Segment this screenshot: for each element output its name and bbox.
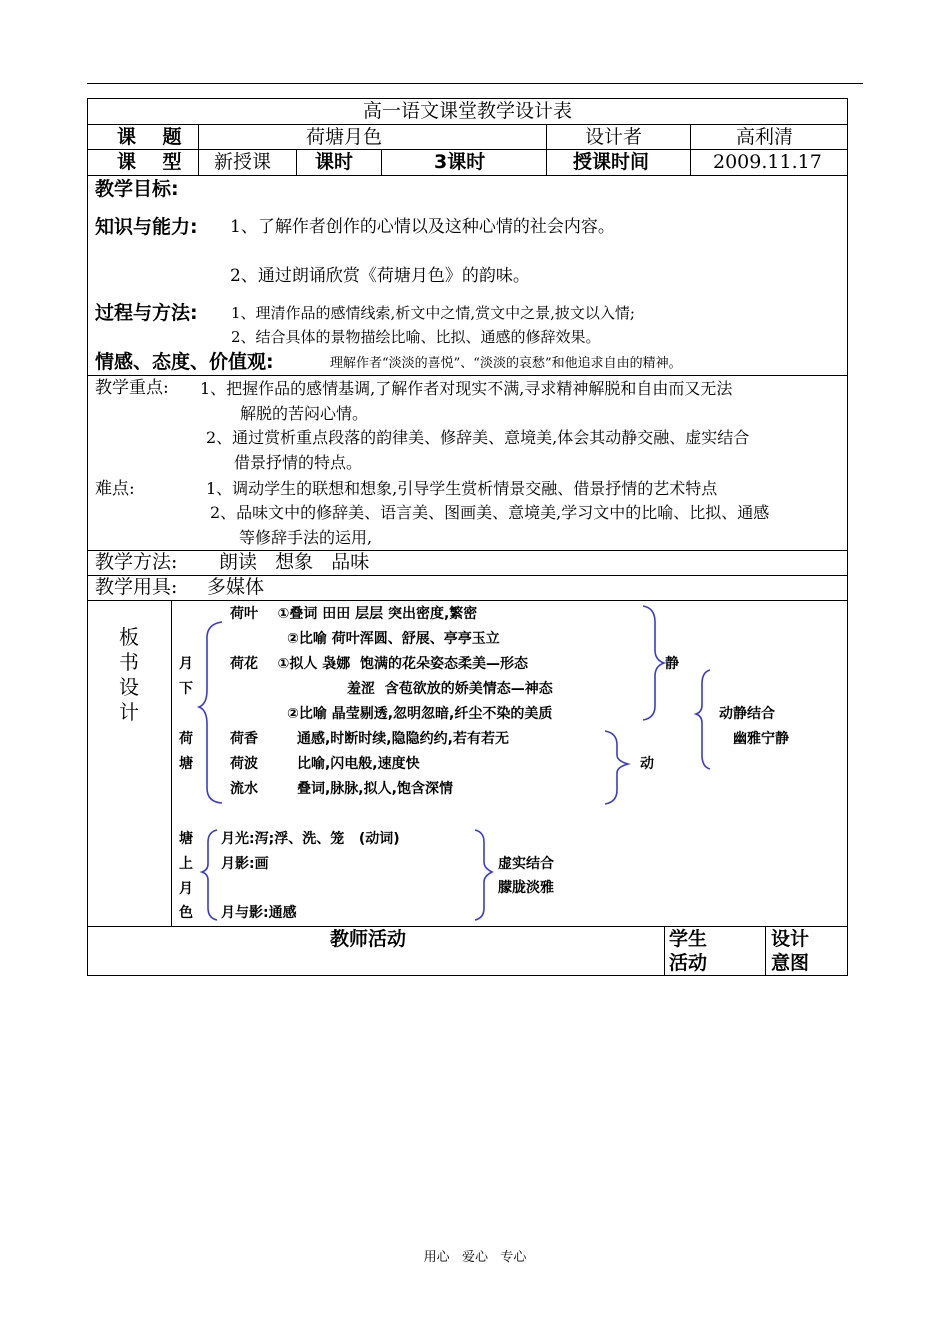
moon-line-1: 月光:泻;浮、洗、笼 (动词) [221,831,400,847]
teacher-activity-header: 教师活动 [330,928,407,950]
tools-value: 多媒体 [207,576,265,598]
process-item-1: 1、理清作品的感情线索,析文中之情,赏文中之景,披文以入情; [231,304,635,322]
board-side-b-4: 色 [179,905,193,921]
designer-value: 高利清 [736,126,794,148]
board-label-4: 计 [119,700,139,724]
board-still: 静 [665,656,679,672]
keypoint-1a: 1、把握作品的感情基调,了解作者对现实不满,寻求精神解脱和自由而又无法 [200,379,733,398]
design-intent-header-1: 设计 [771,928,810,950]
student-activity-header-2: 活动 [669,952,708,974]
board-moving: 动 [640,756,654,772]
board-label-3: 设 [119,675,139,699]
keypoints-label: 教学重点: [95,378,169,398]
keypoint-2a: 2、通过赏析重点段落的韵律美、修辞美、意境美,体会其动静交融、虚实结合 [206,428,750,447]
keypoint-1b: 解脱的苦闷心情。 [240,404,369,423]
type-label: 课 型 [117,151,182,173]
board-side-a-1: 月 [179,656,193,672]
process-label: 过程与方法: [95,302,198,324]
table-title: 高一语文课堂教学设计表 [362,100,572,122]
difficulty-2a: 2、品味文中的修辞美、语言美、图画美、意境美,学习文中的比喻、比拟、通感 [210,503,770,522]
time-value: 2009.11.17 [713,151,822,173]
board-side-a-2: 下 [179,681,193,697]
board-label-2: 书 [119,650,139,674]
method-value: 朗读 想象 品味 [219,551,370,573]
topic-value: 荷塘月色 [306,126,383,148]
board-line-5: ②比喻 晶莹剔透,忽明忽暗,纤尘不染的美质 [287,706,553,722]
topic-label: 课 题 [117,126,182,148]
board-line-6: 荷香 通感,时断时续,隐隐约约,若有若无 [230,731,509,747]
board-line-2: ②比喻 荷叶浑圆、舒展、亭亭玉立 [287,631,500,647]
knowledge-label: 知识与能力: [95,216,198,238]
emotion-label: 情感、态度、价值观: [95,351,274,373]
board-side-a-3: 荷 [179,731,193,747]
board-side-b-2: 上 [179,856,193,872]
board-line-1: 荷叶 ①叠词 田田 层层 突出密度,繁密 [230,606,478,622]
objectives-heading: 教学目标: [95,178,179,200]
time-label: 授课时间 [573,151,650,173]
board-side-a-4: 塘 [179,756,193,772]
difficulty-1: 1、调动学生的联想和想象,引导学生赏析情景交融、借景抒情的艺术特点 [206,479,718,498]
board-side-b-3: 月 [179,881,193,897]
board-side-b-1: 塘 [179,831,193,847]
board-line-4: 羞涩 含苞欲放的娇美情态—神态 [347,681,553,697]
board-line-3: 荷花 ①拟人 袅娜 饱满的花朵姿态柔美—形态 [230,656,528,672]
board-line-7: 荷波 比喻,闪电般,速度快 [230,756,420,772]
difficulty-label: 难点: [95,479,135,499]
board-quiet: 幽雅宁静 [733,731,789,747]
difficulty-2b: 等修辞手法的运用, [239,528,373,547]
design-intent-header-2: 意图 [771,952,810,974]
moon-right-1: 虚实结合 [498,856,554,872]
board-label-1: 板 [119,625,139,649]
emotion-text: 理解作者“淡淡的喜悦”、“淡淡的哀愁”和他追求自由的精神。 [330,356,682,371]
board-combo: 动静结合 [719,706,775,722]
student-activity-header-1: 学生 [669,928,708,950]
keypoint-2b: 借景抒情的特点。 [234,453,363,472]
type-value: 新授课 [214,151,272,173]
page-footer: 用心 爱心 专心 [423,1250,527,1265]
moon-line-3: 月与影:通感 [221,905,297,921]
designer-label: 设计者 [585,126,643,148]
knowledge-item-1: 1、了解作者创作的心情以及这种心情的社会内容。 [230,217,615,237]
tools-label: 教学用具: [95,576,178,598]
method-label: 教学方法: [95,551,178,573]
knowledge-item-2: 2、通过朗诵欣赏《荷塘月色》的韵味。 [230,266,530,286]
process-item-2: 2、结合具体的景物描绘比喻、比拟、通感的修辞效果。 [231,328,601,346]
board-line-8: 流水 叠词,脉脉,拟人,饱含深情 [230,781,453,797]
moon-right-2: 朦胧淡雅 [498,880,554,896]
hours-label: 课时 [315,151,354,173]
moon-line-2: 月影:画 [221,856,269,872]
hours-value: 3课时 [434,151,486,173]
